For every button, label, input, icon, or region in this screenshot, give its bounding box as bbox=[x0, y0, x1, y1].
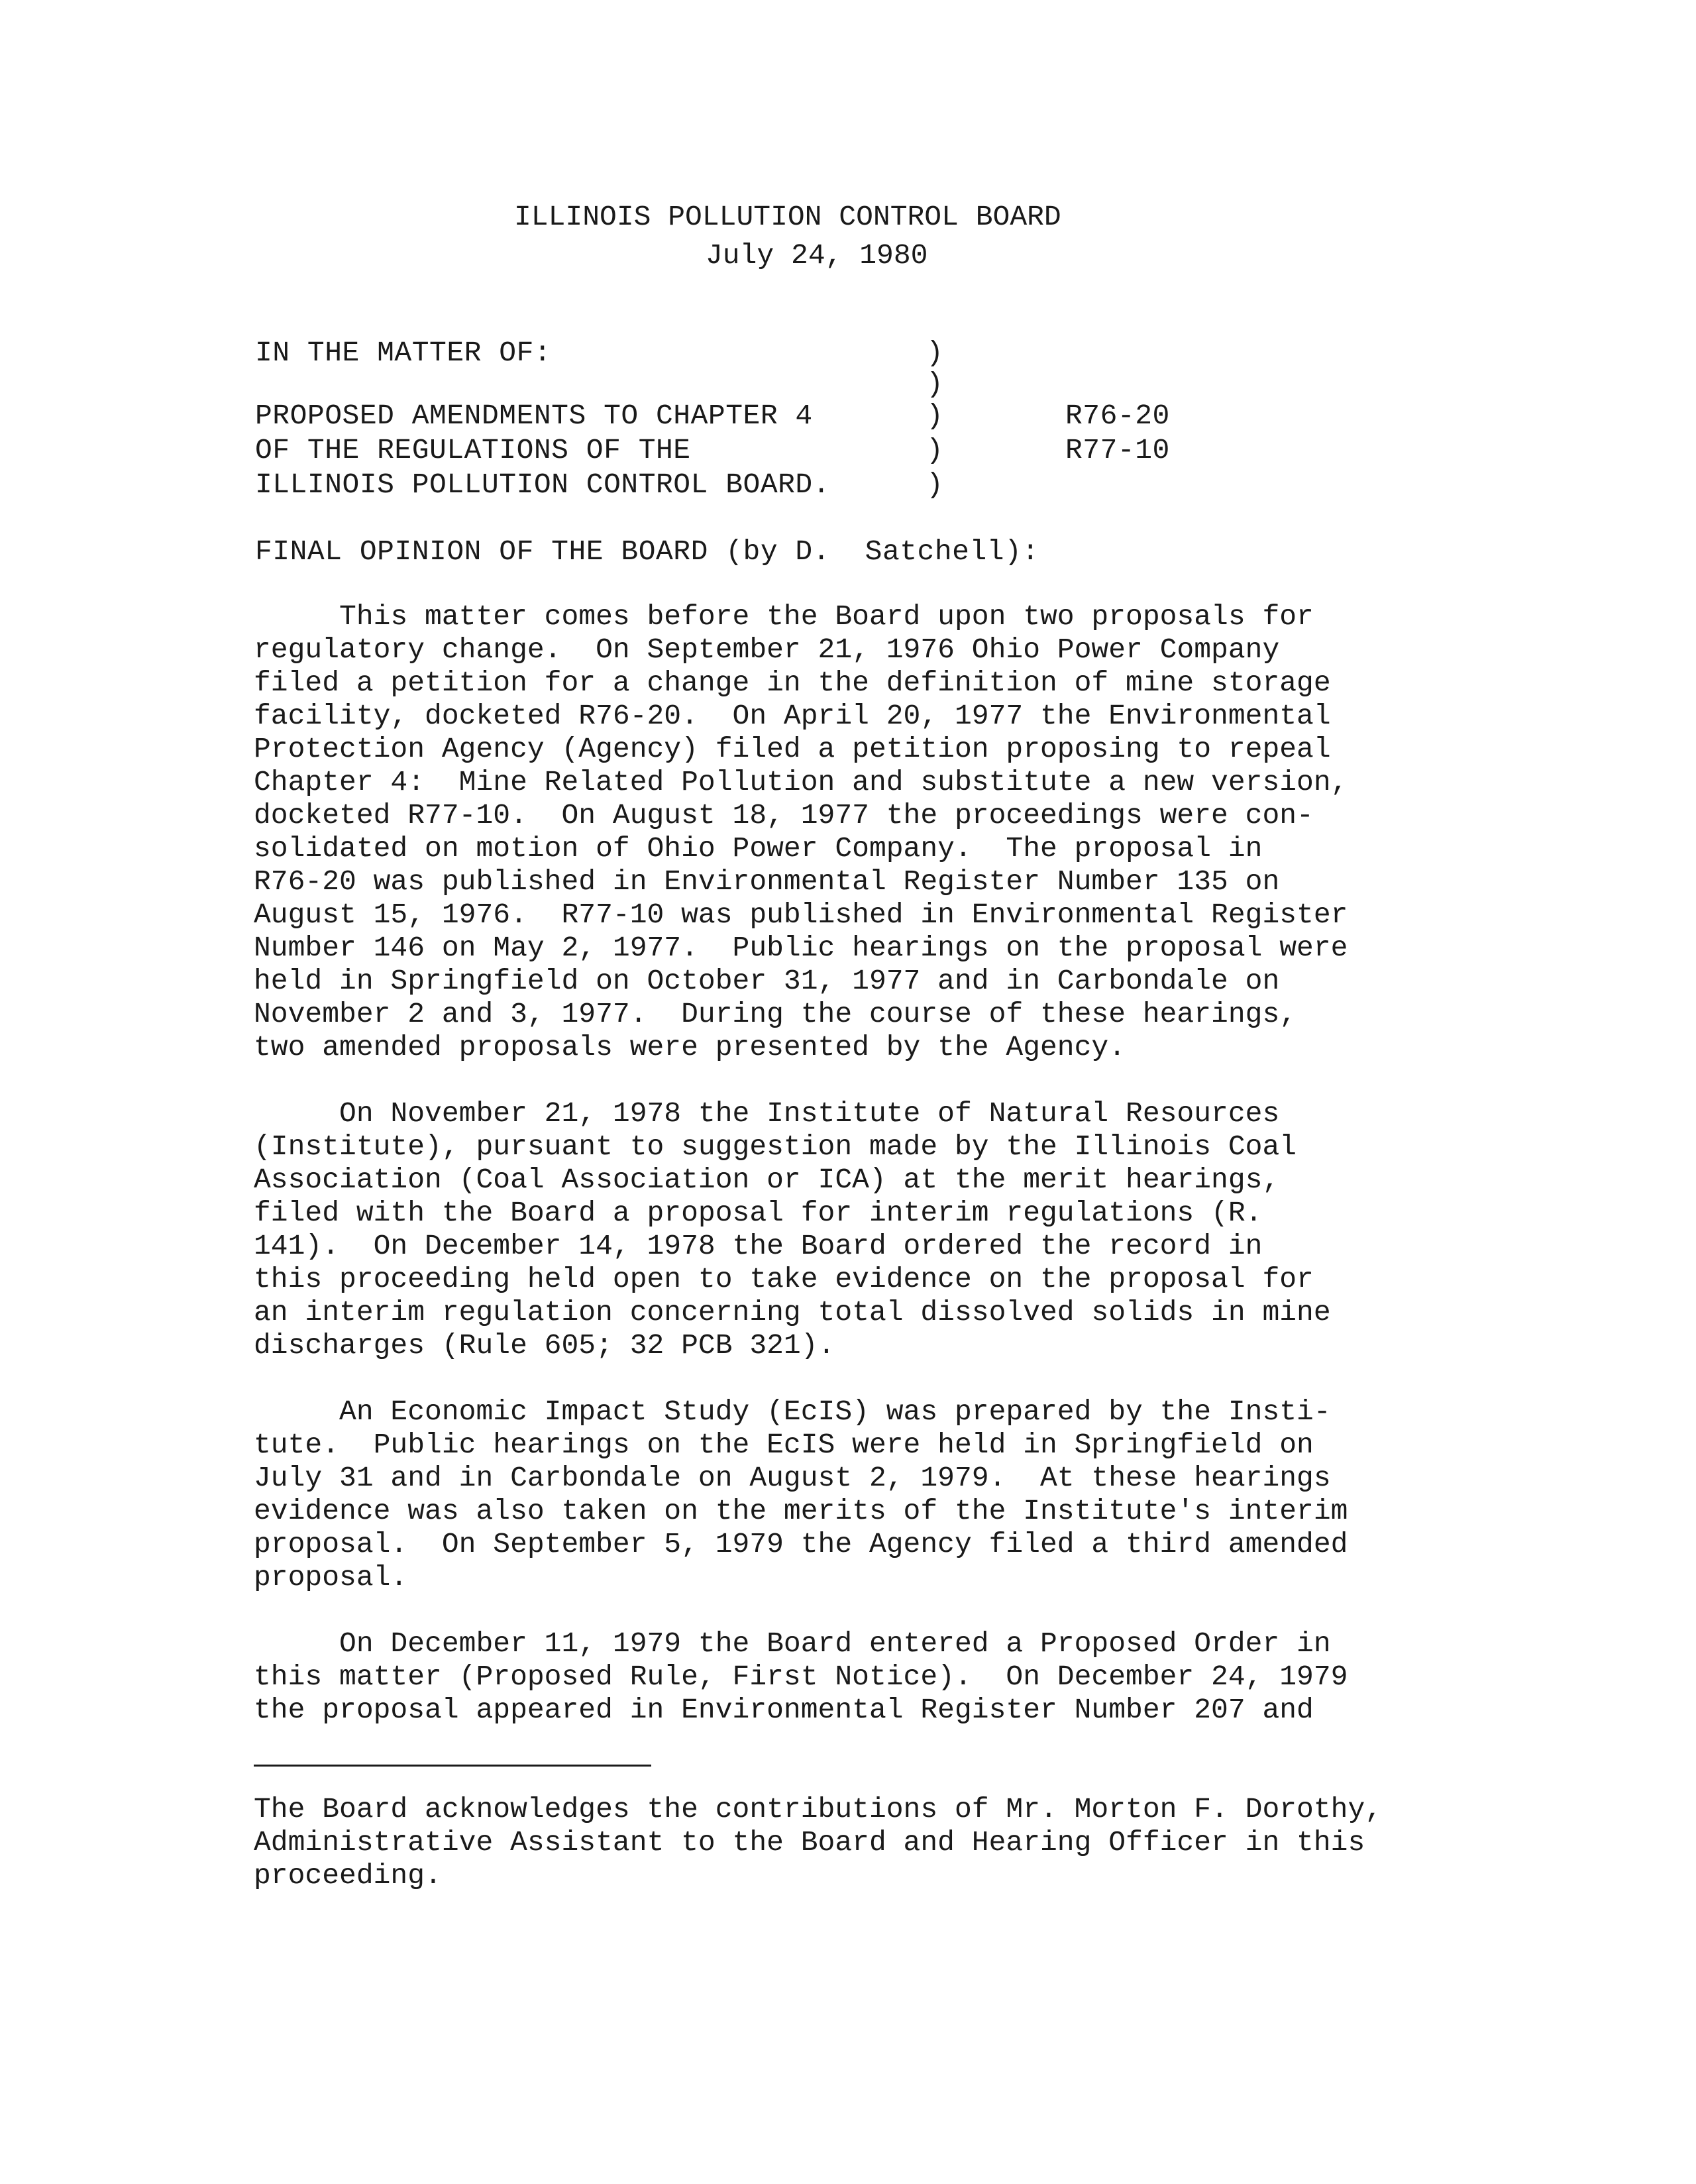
text-line: November 2 and 3, 1977. During the course of these hearings, bbox=[254, 998, 1297, 1030]
text-line: tute. Public hearings on the EcIS were held in Springfield on bbox=[254, 1429, 1314, 1461]
caption-title-line: OF THE REGULATIONS OF THE bbox=[255, 434, 691, 466]
text-line: filed with the Board a proposal for interim regulations (R. bbox=[254, 1197, 1263, 1229]
footnote-line: The Board acknowledges the contributions of Mr. Morton F. Dorothy, bbox=[254, 1793, 1383, 1826]
footnote-line: proceeding. bbox=[254, 1859, 442, 1892]
caption-title-line: ILLINOIS POLLUTION CONTROL BOARD. bbox=[255, 468, 831, 501]
text-line: docketed R77-10. On August 18, 1977 the proceedings were con- bbox=[254, 799, 1314, 832]
text-line: Chapter 4: Mine Related Pollution and substitute a new version, bbox=[254, 766, 1348, 798]
matter-label: IN THE MATTER OF: bbox=[255, 337, 552, 369]
footnote-divider bbox=[254, 1765, 651, 1767]
footnote-line: Administrative Assistant to the Board and Hearing Officer in this bbox=[254, 1826, 1365, 1859]
text-line: Association (Coal Association or ICA) at the merit hearings, bbox=[254, 1164, 1280, 1196]
text-line: an interim regulation concerning total dissolved solids in mine bbox=[254, 1296, 1331, 1329]
body-paragraph bbox=[254, 600, 1565, 1064]
opinion-heading: FINAL OPINION OF THE BOARD (by D. Satchell): bbox=[255, 535, 1039, 568]
caption-paren: ) bbox=[926, 400, 944, 432]
text-line: facility, docketed R76-20. On April 20, 1977 the Environmental bbox=[254, 700, 1331, 732]
text-line: solidated on motion of Ohio Power Company. The proposal in bbox=[254, 832, 1263, 865]
text-line: An Economic Impact Study (EcIS) was prepared by the Insti- bbox=[254, 1395, 1331, 1428]
docket-number: R76-20 bbox=[1065, 400, 1170, 432]
text-line: proposal. On September 5, 1979 the Agency filed a third amended bbox=[254, 1528, 1348, 1560]
body-paragraph bbox=[254, 1395, 1565, 1594]
text-line: August 15, 1976. R77-10 was published in Environmental Register bbox=[254, 899, 1348, 931]
text-line: On November 21, 1978 the Institute of Natural Resources bbox=[254, 1097, 1280, 1130]
text-line: regulatory change. On September 21, 1976 Ohio Power Company bbox=[254, 633, 1280, 666]
text-line: held in Springfield on October 31, 1977 and in Carbondale on bbox=[254, 965, 1280, 997]
text-line: (Institute), pursuant to suggestion made by the Illinois Coal bbox=[254, 1130, 1297, 1163]
caption-paren: ) bbox=[926, 468, 944, 501]
text-line: July 31 and in Carbondale on August 2, 1979. At these hearings bbox=[254, 1462, 1331, 1494]
docket-number: R77-10 bbox=[1065, 434, 1170, 466]
text-line: this proceeding held open to take evidence on the proposal for bbox=[254, 1263, 1314, 1295]
text-line: the proposal appeared in Environmental Register Number 207 and bbox=[254, 1694, 1314, 1726]
text-line: two amended proposals were presented by the Agency. bbox=[254, 1031, 1126, 1064]
text-line: Protection Agency (Agency) filed a petition proposing to repeal bbox=[254, 733, 1331, 765]
text-line: proposal. bbox=[254, 1561, 408, 1594]
document-date: July 24, 1980 bbox=[706, 239, 928, 272]
caption-paren: ) bbox=[926, 434, 944, 466]
text-line: R76-20 was published in Environmental Register Number 135 on bbox=[254, 865, 1280, 898]
text-line: 141). On December 14, 1978 the Board ordered the record in bbox=[254, 1230, 1263, 1262]
text-line: This matter comes before the Board upon two proposals for bbox=[254, 600, 1314, 633]
text-line: discharges (Rule 605; 32 PCB 321). bbox=[254, 1329, 835, 1362]
caption-paren: ) bbox=[926, 368, 944, 400]
body-paragraph bbox=[254, 1097, 1565, 1362]
body-paragraph bbox=[254, 1627, 1565, 1727]
text-line: evidence was also taken on the merits of the Institute's interim bbox=[254, 1495, 1348, 1527]
caption-title-line: PROPOSED AMENDMENTS TO CHAPTER 4 bbox=[255, 400, 813, 432]
text-line: On December 11, 1979 the Board entered a Proposed Order in bbox=[254, 1627, 1331, 1660]
caption-paren: ) bbox=[926, 337, 944, 369]
footnote bbox=[254, 1793, 1565, 1892]
agency-title: ILLINOIS POLLUTION CONTROL BOARD bbox=[514, 201, 1061, 233]
text-line: this matter (Proposed Rule, First Notice). On December 24, 1979 bbox=[254, 1661, 1348, 1693]
text-line: filed a petition for a change in the definition of mine storage bbox=[254, 667, 1331, 699]
text-line: Number 146 on May 2, 1977. Public hearings on the proposal were bbox=[254, 932, 1348, 964]
